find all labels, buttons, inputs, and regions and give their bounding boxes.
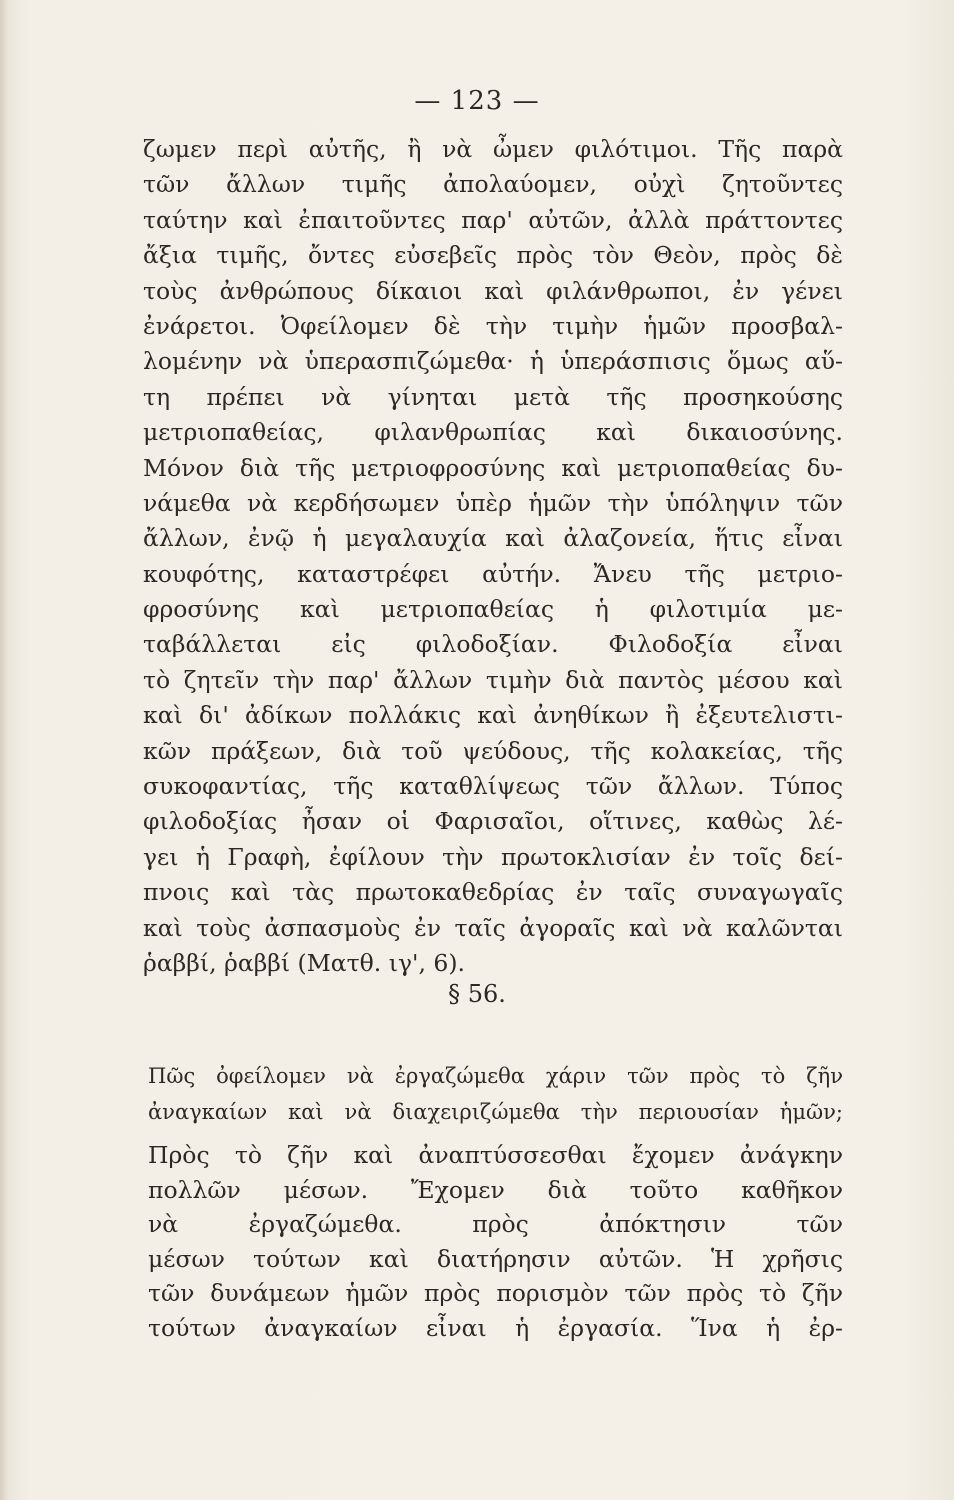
text-line: νὰ ἐργαζώμεθα. πρὸς ἀπόκτησιν τῶν	[148, 1210, 843, 1238]
text-line: καὶ τοὺς ἀσπασμοὺς ἐν ταῖς ἀγοραῖς καὶ νὰ καλῶνται	[143, 913, 843, 942]
section-heading: § 56.	[448, 980, 506, 1008]
text-line: νάμεθα νὰ κερδήσωμεν ὑπὲρ ἡμῶν τὴν ὑπόληψιν τῶν	[143, 488, 843, 517]
text-line: πνοις καὶ τὰς πρωτοκαθεδρίας ἐν ταῖς συναγωγαῖς	[143, 878, 843, 907]
text-line: ἐνάρετοι. Ὀφείλομεν δὲ τὴν τιμὴν ἡμῶν προσβαλ-	[143, 311, 843, 340]
question-line: Πῶς ὀφείλομεν νὰ ἐργαζώμεθα χάριν τῶν πρὸς τὸ ζῆν	[148, 1064, 843, 1088]
text-line: μετριοπαθείας, φιλανθρωπίας καὶ δικαιοσύνης.	[143, 418, 843, 447]
text-line: τῶν δυνάμεων ἡμῶν πρὸς πορισμὸν τῶν πρὸς τὸ ζῆν	[148, 1279, 843, 1307]
text-line: ἄξια τιμῆς, ὄντες εὐσεβεῖς πρὸς τὸν Θεὸν, πρὸς δὲ	[143, 241, 843, 270]
text-line: τὸ ζητεῖν τὴν παρ' ἄλλων τιμὴν διὰ παντὸς μέσου καὶ	[143, 665, 843, 694]
text-line: φιλοδοξίας ἦσαν οἱ Φαρισαῖοι, οἵτινες, καθὼς λέ-	[143, 807, 843, 836]
paragraph-2	[148, 1138, 843, 1345]
text-line: κῶν πράξεων, διὰ τοῦ ψεύδους, τῆς κολακείας, τῆς	[143, 736, 843, 765]
text-line: ταύτην καὶ ἐπαιτοῦντες παρ' αὐτῶν, ἀλλὰ πράττοντες	[143, 205, 843, 234]
text-line: μέσων τούτων καὶ διατήρησιν αὐτῶν. Ἡ χρῆσις	[148, 1244, 843, 1273]
question-line: ἀναγκαίων καὶ νὰ διαχειριζώμεθα τὴν περιουσίαν ἡμῶν;	[148, 1100, 843, 1124]
text-line: τη πρέπει νὰ γίνηται μετὰ τῆς προσηκούσης	[143, 382, 843, 411]
text-line: τῶν ἄλλων τιμῆς ἀπολαύομεν, οὐχὶ ζητοῦντες	[143, 170, 843, 199]
text-line: ῥαββί, ῥαββί (Ματθ. ιγ', 6).	[143, 948, 465, 977]
text-line: λομένην νὰ ὑπερασπιζώμεθα· ἡ ὑπεράσπισις ὅμως αὕ-	[143, 347, 843, 376]
text-line: κουφότης, καταστρέφει αὐτήν. Ἄνευ τῆς μετριο-	[143, 559, 843, 588]
paragraph-1	[143, 132, 843, 981]
page-edge	[0, 0, 8, 1500]
text-line: φροσύνης καὶ μετριοπαθείας ἡ φιλοτιμία με-	[143, 595, 843, 624]
text-line: γει ἡ Γραφὴ, ἐφίλουν τὴν πρωτοκλισίαν ἐν τοῖς δεί-	[143, 842, 843, 871]
text-line: ταβάλλεται εἰς φιλοδοξίαν. Φιλοδοξία εἶναι	[143, 630, 843, 659]
text-line: τούτων ἀναγκαίων εἶναι ἡ ἐργασία. Ἵνα ἡ ἐρ-	[148, 1313, 843, 1342]
section-question	[148, 1058, 843, 1130]
text-line: καὶ δι' ἀδίκων πολλάκις καὶ ἀνηθίκων ἢ ἐξευτελιστι-	[143, 701, 843, 730]
text-line: Πρὸς τὸ ζῆν καὶ ἀναπτύσσεσθαι ἔχομεν ἀνάγκην	[148, 1141, 843, 1169]
text-line: ἄλλων, ἐνῷ ἡ μεγαλαυχία καὶ ἀλαζονεία, ἥτις εἶναι	[143, 524, 843, 553]
text-line: συκοφαντίας, τῆς καταθλίψεως τῶν ἄλλων. Τύπος	[143, 772, 843, 801]
text-line: ζωμεν περὶ αὐτῆς, ἢ νὰ ὦμεν φιλότιμοι. Τῆς παρὰ	[143, 135, 843, 163]
text-line: Μόνον διὰ τῆς μετριοφροσύνης καὶ μετριοπαθείας δυ-	[143, 453, 843, 482]
text-line: πολλῶν μέσων. Ἔχομεν διὰ τοῦτο καθῆκον	[148, 1175, 843, 1204]
text-line: τοὺς ἀνθρώπους δίκαιοι καὶ φιλάνθρωποι, ἐν γένει	[143, 276, 843, 305]
page-number: — 123 —	[414, 86, 540, 116]
